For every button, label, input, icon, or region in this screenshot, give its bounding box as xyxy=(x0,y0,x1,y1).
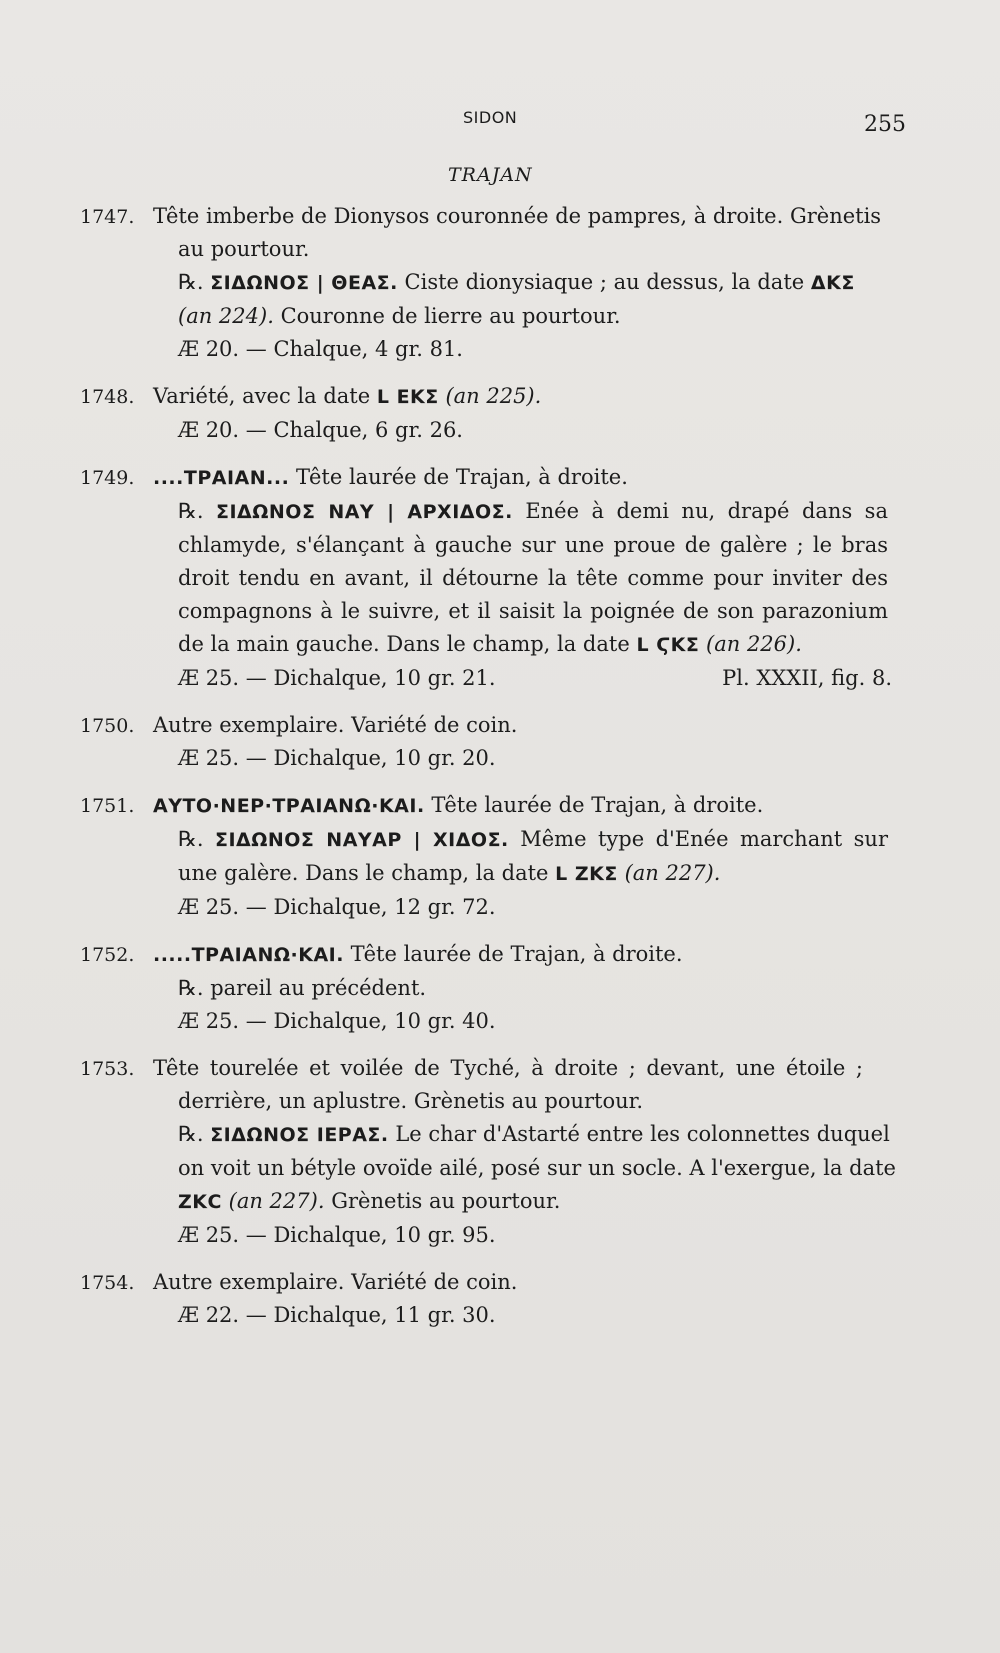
reverse-symbol: ℞. xyxy=(178,1122,204,1146)
catalogue-entry xyxy=(0,789,1000,924)
page-number: 255 xyxy=(864,112,906,137)
reverse-symbol: ℞. xyxy=(178,976,204,1000)
entry-text: Même type d'Enée marchant sur xyxy=(520,827,888,851)
entry-number: 1747. xyxy=(80,206,135,228)
catalogue-entry xyxy=(0,200,1000,366)
greek-legend: ΣΙΔΩΝΟΣ | ΘΕΑΣ. xyxy=(210,272,398,294)
entry-line xyxy=(153,709,863,742)
entry-text: Æ 20. — Chalque, 4 gr. 81. xyxy=(178,337,463,361)
entry-text: Tête laurée de Trajan, à droite. xyxy=(295,465,628,489)
entry-line xyxy=(178,628,888,662)
entry-text: au pourtour. xyxy=(178,237,310,261)
entry-line xyxy=(178,562,888,595)
plate-reference: Pl. XXXII, fig. 8. xyxy=(722,666,892,690)
section-title: TRAJAN xyxy=(448,164,533,186)
entry-line xyxy=(178,972,888,1005)
catalogue-entry xyxy=(0,1266,1000,1332)
greek-date: L ΕΚΣ xyxy=(376,386,439,408)
catalogue-entries xyxy=(0,200,1000,1346)
entry-line xyxy=(178,662,892,695)
entry-number: 1754. xyxy=(80,1272,135,1294)
catalogue-entry xyxy=(0,938,1000,1038)
catalogue-entry xyxy=(0,461,1000,695)
greek-legend: .....ΤΡΑΙΑΝΩ·ΚΑΙ. xyxy=(153,944,344,966)
entry-number: 1750. xyxy=(80,715,135,737)
running-head: SIDON xyxy=(463,108,518,127)
greek-legend: ΑΥΤΟ·ΝΕΡ·ΤΡΑΙΑΝΩ·ΚΑΙ. xyxy=(153,795,425,817)
entry-text: Enée à demi nu, drapé dans sa xyxy=(525,499,888,523)
reverse-symbol: ℞. xyxy=(178,827,204,851)
entry-text: compagnons à le suivre, et il saisit la poignée de son parazonium xyxy=(178,599,888,623)
entry-text: derrière, un aplustre. Grènetis au pourtour. xyxy=(178,1089,644,1113)
entry-text: Grènetis au pourtour. xyxy=(331,1189,561,1213)
greek-legend: ΣΙΔΩΝΟΣ ΙΕΡΑΣ. xyxy=(210,1124,389,1146)
entry-line xyxy=(178,266,888,300)
entry-line xyxy=(178,823,888,857)
entry-number: 1752. xyxy=(80,944,135,966)
entry-text: Ciste dionysiaque ; au dessus, la date xyxy=(404,270,805,294)
entry-line xyxy=(153,380,863,414)
entry-line xyxy=(153,461,863,495)
entry-text: chlamyde, s'élançant à gauche sur une proue de galère ; le bras xyxy=(178,533,888,557)
greek-date: L ϚΚΣ xyxy=(636,634,700,656)
entry-line xyxy=(178,742,888,775)
entry-text: de la main gauche. Dans le champ, la date xyxy=(178,632,630,656)
entry-line xyxy=(178,233,888,266)
entry-line xyxy=(153,938,863,972)
entry-line xyxy=(178,1005,888,1038)
entry-line xyxy=(178,1219,888,1252)
entry-number: 1748. xyxy=(80,386,135,408)
entry-line xyxy=(178,495,888,529)
entry-text: droit tendu en avant, il détourne la tête comme pour inviter des xyxy=(178,566,888,590)
entry-text: Æ 22. — Dichalque, 11 gr. 30. xyxy=(178,1303,496,1327)
entry-text: Æ 25. — Dichalque, 12 gr. 72. xyxy=(178,895,496,919)
catalogue-entry xyxy=(0,380,1000,447)
entry-line xyxy=(178,1152,896,1185)
entry-text: on voit un bétyle ovoïde ailé, posé sur un socle. A l'exergue, la date xyxy=(178,1156,896,1180)
entry-text: Tête laurée de Trajan, à droite. xyxy=(431,793,764,817)
entry-text: Æ 25. — Dichalque, 10 gr. 21. xyxy=(178,666,496,690)
greek-date: ΖΚC xyxy=(178,1191,222,1213)
reverse-symbol: ℞. xyxy=(178,499,204,523)
entry-line xyxy=(178,529,888,562)
entry-text: Tête imberbe de Dionysos couronnée de pampres, à droite. Grènetis xyxy=(153,204,882,228)
entry-text: pareil au précédent. xyxy=(210,976,427,1000)
entry-line xyxy=(178,300,888,333)
catalogue-entry xyxy=(0,709,1000,775)
reverse-symbol: ℞. xyxy=(178,270,204,294)
greek-date: L ΖΚΣ xyxy=(555,863,618,885)
entry-line xyxy=(153,1266,863,1299)
entry-line xyxy=(178,1085,888,1118)
entry-text: Æ 20. — Chalque, 6 gr. 26. xyxy=(178,418,463,442)
year-label: (an 226). xyxy=(706,632,802,656)
entry-line xyxy=(178,1299,888,1332)
entry-text: Couronne de lierre au pourtour. xyxy=(280,304,621,328)
entry-line xyxy=(178,595,888,628)
entry-text: Æ 25. — Dichalque, 10 gr. 40. xyxy=(178,1009,496,1033)
catalogue-entry xyxy=(0,1052,1000,1252)
greek-legend: ΣΙΔΩΝΟΣ ΝΑΥΑΡ | ΧΙΔΟΣ. xyxy=(214,829,509,851)
entry-line xyxy=(178,1118,888,1152)
entry-number: 1751. xyxy=(80,795,135,817)
entry-number: 1753. xyxy=(80,1058,135,1080)
entry-number: 1749. xyxy=(80,467,135,489)
entry-text: une galère. Dans le champ, la date xyxy=(178,861,549,885)
entry-line xyxy=(178,333,888,366)
year-label: (an 227). xyxy=(624,861,721,885)
entry-text: Autre exemplaire. Variété de coin. xyxy=(153,713,518,737)
entry-line xyxy=(178,1185,888,1219)
entry-text: Æ 25. — Dichalque, 10 gr. 95. xyxy=(178,1223,496,1247)
entry-text: Tête laurée de Trajan, à droite. xyxy=(350,942,683,966)
year-label: (an 227). xyxy=(228,1189,325,1213)
entry-line xyxy=(153,789,863,823)
entry-text: Variété, avec la date xyxy=(153,384,371,408)
entry-text: Tête tourelée et voilée de Tyché, à droite ; devant, une étoile ; xyxy=(153,1056,863,1080)
entry-text: Le char d'Astarté entre les colonnettes duquel xyxy=(395,1122,890,1146)
entry-line xyxy=(153,200,882,233)
greek-legend: ΣΙΔΩΝΟΣ ΝΑΥ | ΑΡΧΙΔΟΣ. xyxy=(215,501,513,523)
entry-line xyxy=(153,1052,863,1085)
entry-line xyxy=(178,891,888,924)
year-label: (an 225). xyxy=(445,384,542,408)
entry-line xyxy=(178,414,888,447)
entry-text: Æ 25. — Dichalque, 10 gr. 20. xyxy=(178,746,496,770)
year-label: (an 224). xyxy=(178,304,274,328)
entry-line xyxy=(178,857,888,891)
entry-text: Autre exemplaire. Variété de coin. xyxy=(153,1270,518,1294)
greek-legend: ....ΤΡΑΙΑΝ... xyxy=(153,467,290,489)
greek-date: ΔΚΣ xyxy=(810,272,855,294)
